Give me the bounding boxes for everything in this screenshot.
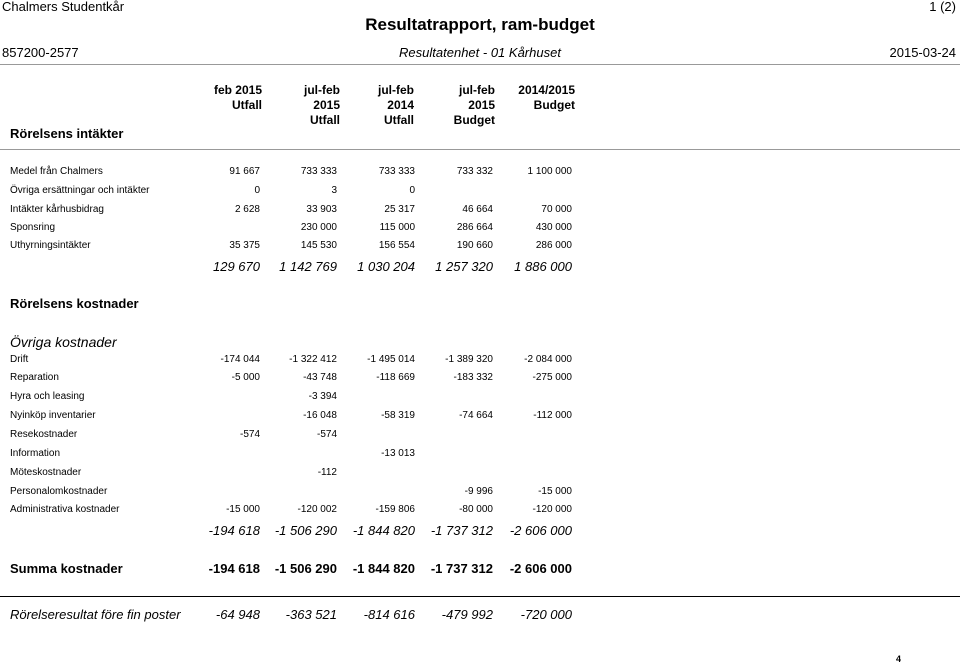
cell: -1 737 312: [430, 561, 493, 576]
cell: -2 084 000: [524, 354, 572, 365]
cell: 0: [254, 185, 260, 196]
cell: -1 495 014: [367, 354, 415, 365]
cell: -194 618: [208, 523, 260, 538]
header-divider: [0, 64, 960, 65]
row-label: Möteskostnader: [10, 467, 82, 478]
cell: -574: [316, 429, 337, 440]
cell: -1 322 412: [289, 354, 337, 365]
cell: -9 996: [464, 486, 493, 497]
operating-result-row: [0, 606, 960, 624]
cell: -112: [317, 467, 337, 478]
cell: 145 530: [300, 240, 337, 251]
table-row: [0, 163, 960, 181]
cell: -1 844 820: [352, 561, 415, 576]
report-date: 2015-03-24: [889, 45, 956, 60]
row-label: Personalomkostnader: [10, 486, 108, 497]
row-label: Drift: [10, 354, 29, 365]
row-label: Hyra och leasing: [10, 391, 85, 402]
page-indicator: 1 (2): [929, 0, 956, 14]
table-row: [0, 426, 960, 444]
result-divider: [0, 596, 960, 597]
cell: -159 806: [375, 504, 415, 515]
table-row: [0, 237, 960, 255]
cell: -1 506 290: [274, 523, 337, 538]
cell: 1 100 000: [527, 166, 572, 177]
cell: 91 667: [229, 166, 260, 177]
table-row: [0, 351, 960, 369]
table-row: [0, 501, 960, 519]
cell: -120 002: [297, 504, 337, 515]
cell: 286 664: [456, 222, 493, 233]
cell: -13 013: [381, 448, 415, 459]
report-title: Resultatrapport, ram-budget: [365, 15, 595, 34]
page-number: 4: [896, 654, 902, 664]
cell: -1 506 290: [274, 561, 337, 576]
row-label: Resekostnader: [10, 429, 78, 440]
table-row: [0, 407, 960, 425]
row-label: Medel från Chalmers: [10, 166, 103, 177]
column-header-1: feb 2015 Utfall: [213, 83, 262, 112]
cell: -2 606 000: [509, 561, 572, 576]
column-divider: [0, 149, 960, 150]
costs-heading: Rörelsens kostnader: [10, 296, 139, 311]
cell: -574: [239, 429, 260, 440]
cell: 1 030 204: [357, 259, 415, 274]
cell: -1 737 312: [430, 523, 493, 538]
result-unit: Resultatenhet - 01 Kårhuset: [399, 45, 561, 60]
cell: -74 664: [459, 410, 493, 421]
table-row: [0, 483, 960, 501]
cell: 1 257 320: [435, 259, 493, 274]
cell: 230 000: [300, 222, 337, 233]
row-label: Uthyrningsintäkter: [10, 240, 91, 251]
cell: 1 142 769: [279, 259, 337, 274]
cell: -58 319: [381, 410, 415, 421]
cell: 46 664: [462, 204, 493, 215]
row-label: Summa kostnader: [10, 561, 123, 576]
table-row: [0, 445, 960, 463]
cell: -43 748: [303, 372, 337, 383]
cell: -64 948: [215, 607, 260, 622]
cell: 129 670: [213, 259, 260, 274]
cell: 2 628: [234, 204, 260, 215]
total-costs-row: [0, 560, 960, 578]
cell: 70 000: [541, 204, 572, 215]
cell: -5 000: [231, 372, 260, 383]
cell: 190 660: [456, 240, 493, 251]
cell: -3 394: [308, 391, 337, 402]
cell: -174 044: [220, 354, 260, 365]
cell: 33 903: [306, 204, 337, 215]
cell: 25 317: [384, 204, 415, 215]
cell: -16 048: [303, 410, 337, 421]
cell: 1 886 000: [514, 259, 572, 274]
row-label: Intäkter kårhusbidrag: [10, 204, 104, 215]
cell: -1 844 820: [352, 523, 415, 538]
cell: -275 000: [532, 372, 572, 383]
cell: 0: [409, 185, 415, 196]
row-label: Sponsring: [10, 222, 56, 233]
cell: -194 618: [208, 561, 260, 576]
row-label: Nyinköp inventarier: [10, 410, 96, 421]
column-header-2: jul-feb 2015 Utfall: [304, 83, 340, 127]
cell: -479 992: [441, 607, 493, 622]
cell: 733 333: [300, 166, 337, 177]
cell: 115 000: [379, 222, 415, 233]
cell: -120 000: [532, 504, 572, 515]
cell: 286 000: [535, 240, 572, 251]
table-row: [0, 182, 960, 200]
income-heading: Rörelsens intäkter: [10, 126, 124, 141]
cell: -814 616: [363, 607, 415, 622]
account-number: 857200-2577: [2, 45, 79, 60]
row-label: Övriga ersättningar och intäkter: [10, 185, 150, 196]
cell: -183 332: [453, 372, 493, 383]
table-row: [0, 464, 960, 482]
cell: -363 521: [285, 607, 337, 622]
column-header-4: jul-feb 2015 Budget: [453, 83, 495, 127]
cell: -2 606 000: [509, 523, 572, 538]
table-row: [0, 388, 960, 406]
cell: -118 669: [376, 372, 415, 383]
cell: 430 000: [535, 222, 572, 233]
table-row: [0, 219, 960, 237]
cell: -15 000: [226, 504, 260, 515]
column-header-3: jul-feb 2014 Utfall: [378, 83, 414, 127]
table-row: [0, 369, 960, 387]
organization-name: Chalmers Studentkår: [2, 0, 125, 14]
cell: 3: [331, 185, 337, 196]
cell: -15 000: [538, 486, 572, 497]
row-label: Administrativa kostnader: [10, 504, 120, 515]
row-label: Information: [10, 448, 61, 459]
row-label: Rörelseresultat före fin poster: [10, 607, 181, 622]
table-row: [0, 201, 960, 219]
cell: -1 389 320: [445, 354, 493, 365]
cell: 156 554: [378, 240, 415, 251]
cell: 733 332: [456, 166, 493, 177]
column-header-5: 2014/2015 Budget: [518, 83, 575, 112]
income-sum-row: [0, 258, 960, 276]
row-label: Reparation: [10, 372, 59, 383]
cell: 35 375: [229, 240, 260, 251]
cell: -80 000: [459, 504, 493, 515]
cell: -112 000: [533, 410, 572, 421]
costs-sum-row: [0, 522, 960, 540]
cell: 733 333: [378, 166, 415, 177]
cell: -720 000: [520, 607, 572, 622]
costs-subheading: Övriga kostnader: [10, 334, 117, 350]
